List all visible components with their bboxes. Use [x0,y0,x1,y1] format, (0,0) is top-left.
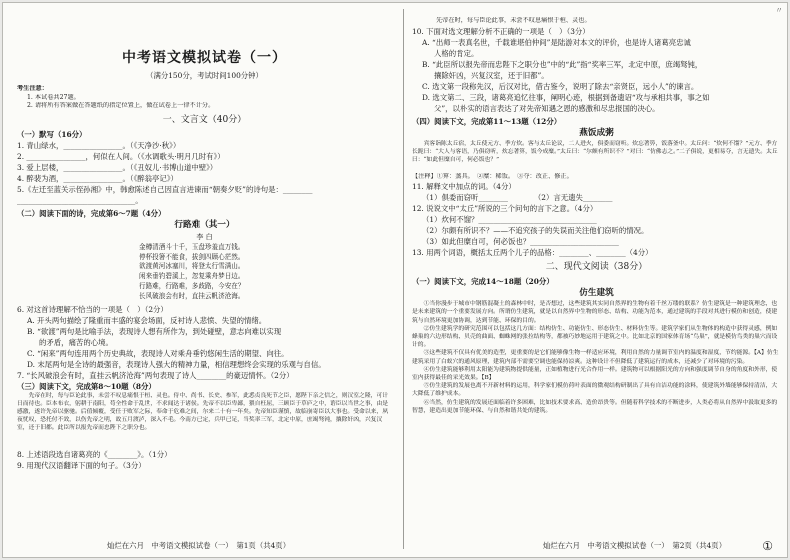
question-6-option-a: A. 开头两句描绘了隆重而丰盛的宴会场面，反衬诗人悲愤、失望的情绪。 [27,315,267,325]
question-7: 7. “长风破浪会有时，直挂云帆济沧海”两句表现了诗人________的豪迈情怀。（2分） [17,370,294,380]
poem-line: 金樽清酒斗十千，玉盘珍羞直万钱。 [139,242,245,251]
question-6-option-c: C. “闲来”两句连用两个历史典故，表现诗人对乘舟垂钓悠闲生活的期望、向往。 [27,348,289,358]
question-12-item-1: （1）炊何不馏？________________________________ [422,215,597,225]
question-1: 1. 青山绿水，________________。（《天净沙·秋》） [17,140,181,150]
poem-line: 行路难，行路难，多歧路，今安在？ [139,281,245,290]
page-subtitle: （满分150分，考试时间100分钟） [146,71,263,80]
passage-continuation: 先帝在时，每与臣论此事，未尝不叹息痛恨于桓、灵也。 [436,17,591,24]
column-divider [403,9,404,549]
part-expository: （一）阅读下文，完成14～18题（20分） [412,277,554,287]
question-12-item-3: （3）如此但糜自可，何必饭也？________________________ [422,237,619,247]
footer-page-1: 灿烂在六月 中考语文模拟试卷（一） 第1页（共4页） [107,541,291,550]
question-13: 13. 用两个词语，概括太丘两个儿子的品格：________、________（4分） [412,248,653,258]
section-classical: 一、文言文（40分） [162,114,247,125]
question-6-option-d: D. 末尾两句是全诗的最强音，表现诗人强大的精神力量，相信理想终会实现的乐观与自信。 [27,359,326,369]
question-10-option-d: D. 选文第二、三段，诸葛亮追忆往事，阐明心迹，根据到备遗诏“攻与承相共事，事之如 [422,92,710,102]
note-1: 1. 本试卷共27题。 [27,93,80,101]
prose-passage: 先帝在时，每与臣论此事，未尝不叹息痛恨于桓、灵也。侍中、尚书、长史、参军，此悉贞良死节之臣，愿陛下亲之信之，则汉室之隆，可计日而待也。臣本布衣，躬耕于南阳，苟全性命于乱世，不求闻达于诸侯。先帝不以臣卑鄙，猥自枉屈，三顾臣于草庐之中，谘臣以当世之事，由是感激，遂许先帝以驱驰。后值倾覆，受任于败军之际，奉命于危难之间，尔来二十有一年矣。先帝知臣谨慎，故临崩寄臣以大事也。受命以来，夙夜忧叹，恐托付不效，以伤先帝之明，故五月渡泸，深入不毛。今南方已定，兵甲已足，当奖率三军，北定中原，庶竭驽钝，攘除奸凶，兴复汉室，还于旧都。此臣所以报先帝而忠陛下之职分也。 [17,392,389,432]
poem-line: 欲渡黄河冰塞川，将登太行雪满山。 [139,262,245,271]
part-dictation: （一）默写（16分） [17,129,87,139]
poem-line: 闲来垂钓碧溪上，忽复乘舟梦日边。 [139,272,245,281]
footer-page-2: 灿烂在六月 中考语文模拟试卷（一） 第2页（共4页） [543,541,727,550]
anecdote-notes: 【注释】①箅：蒸具。 ②糜：稀饭。 ③夺：改正、修正。 [412,172,573,180]
question-10-option-a: A. “出师一表真名世，千载谁堪伯仲间”是陆游对本文的评价，也是诗人诸葛亮忠诚 [422,37,691,47]
question-8: 8. 上述语段选自诸葛亮的《________》。（1分） [17,449,172,459]
question-5-answer-line: ________________________________。 [17,195,143,205]
question-10-option-b-cont: 攘除奸凶，兴复汉室，还于旧都”。 [434,70,549,80]
question-10-option-b: B. “此臣所以报先帝而忠陛下之职分也”中的“此”指“奖率三军，北定中原，庶竭驽钝， [422,59,703,69]
question-11-items: （1）俱委而窃听________ （2）言无遗失________ [422,193,613,203]
anecdote-title: 燕饭成粥 [579,127,614,138]
notes-label: 考生注意： [17,85,48,92]
question-12-item-2: （2）尔颇有所识不？——不追究孩子的失误而关注他们窃听的情况。 [422,226,649,236]
article-title: 仿生建筑 [579,288,614,299]
question-6-option-b: B. “欲渡”两句是比喻手法，表现诗人想有所作为，到处碰壁，意志向难以实现 [27,326,282,336]
question-10: 10. 下面对选文理解分析不正确的一项是（ ）（3分） [412,26,590,36]
page-title: 中考语文模拟试卷（一） [122,50,287,66]
anecdote-passage: 宾客诣陈太丘宿，太丘使元方、季方炊。客与太丘论议，二人进火，俱委而窃听。炊忘著箅，饭落釜中。太丘问：“炊何不馏？”元方、季方长跪曰：“大人与客语，乃俱窃听，炊忘著箅，饭今成糜。”太丘曰：“尔颇有所识不？”对曰：“仿佛志之。”二子俱说，更相易夺，言无遗失。太丘曰：“如此但糜自可，何必饭也？” [412,140,778,163]
question-11: 11. 解释文中加点的词。（4分） [412,182,516,192]
question-10-option-c: C. 选文第一段称先汉，后汉对比，借古鉴今，说明了除去“亲贤臣，远小人”的谏言。 [422,81,699,91]
poem-author: 李 白 [196,232,213,241]
question-5: 5.《左迁至蓝关示侄孙湘》中，韩愈陈述自己因直言进谏而“朝奏夕贬”的诗句是：________ [17,184,313,194]
poem-line: 停杯投箸不能食，拔剑四顾心茫然。 [139,252,245,261]
section-modern: 二、现代文阅读（38分） [545,262,648,273]
question-9: 9. 用现代汉语翻译下面的句子。（3分） [17,460,146,470]
note-2: 2. 请将所有答案做在答题纸的指定位置上，做在试卷上一律不计分。 [27,102,215,110]
question-3: 3. 爱上层楼，________________。（《丑奴儿·书博山道中壁》） [17,162,218,172]
part-anecdote: （四）阅读下文，完成第11～13题（12分） [412,116,562,126]
poem-title: 行路难（其一） [174,219,235,230]
question-10-option-a-cont: 人格的肯定。 [434,48,479,58]
corner-mark: 〃 [775,6,783,15]
poem-line: 长风破浪会有时，直挂云帆济沧海。 [139,291,245,300]
page-mark: ① [762,539,773,553]
question-10-option-d-cont: 父”，以朴实的语言表达了对先帝知遇之恩的感激和尽忠报国的决心。 [434,103,660,113]
article-passage: ①当你漫步于城市中钢筋混凝土的森林中时，是否想过，这些建筑其实同自然界的生物有着千丝万缕的联系？仿生建筑是一种建筑理念，也是未来建筑的一个重要发展方向。所谓仿生建筑，就是以自然界中生物的形态、结构、功能为范本，通过建筑的手段对其进行模仿和创造，使建筑与自然环境更加协调，达到节能、环保的目的。 ②仿生建筑学的研究范围可以包括这几方面：结构仿生、功能仿生、形态仿生、材料仿生等。建筑学家们从生物体的构造中获得灵感，例如蜂巢的六边形结构、贝壳的曲面、蜘蛛网的张拉结构等，都被巧妙地运用于建筑之中。比如北京的国家体育场“鸟巢”，就是模仿鸟类的巢穴而设计的。 ③这些建筑不仅具有优美的造型，更重要的是它们能够像生物一样适应环境，利用自然的力量调节室内的温度和湿度，节约能源。【A】仿生建筑采用了白蚁穴的通风原理，建筑内部不需要空调也能保持凉爽。这种设计不但降低了建筑运行的成本，还减少了对环境的污染。 ④仿生建筑能够利用太阳能为建筑物提供能量，正如植物进行光合作用一样。建筑物可以根据阳光的方向和强度调节自身的角度和外形，使室内获得最佳的采光效果。【B】 ⑤仿生建筑的发展也离不开新材料的运用，科学家们模仿荷叶表面的微观结构研制出了具有自洁功能的涂料，使建筑外墙能够保持清洁，大大降低了维护成本。 ⑥当然，仿生建筑的发展还面临着许多困难，比如技术要求高、造价昂贵等。但随着科学技术的不断进步，人类必将从自然界中汲取更多的智慧，建造出更加节能环保、与自然和谐共处的建筑。 [412,301,779,414]
part-poem: （二）阅读下面的诗，完成第6～7题（4分） [17,208,166,218]
left-column [3,3,400,558]
question-6: 6. 对这首诗理解不恰当的一项是（ ）（2分） [17,304,168,314]
exam-sheet [2,2,788,558]
part-prose: （三）阅读下文，完成第8～10题（8分） [17,381,156,391]
right-column [406,3,788,558]
question-4: 4. 醉裴为酒，________________。（《醉翁亭记》） [17,173,178,183]
question-2: 2. ________________，何似在人间。（《水调歌头·明月几时有》） [17,151,225,161]
question-6-option-b-cont: 的矛盾，痛苦的心境。 [39,337,113,347]
question-12: 12. 说说文中“太丘”所说的三个问句的言下之意。（4分） [412,204,598,214]
